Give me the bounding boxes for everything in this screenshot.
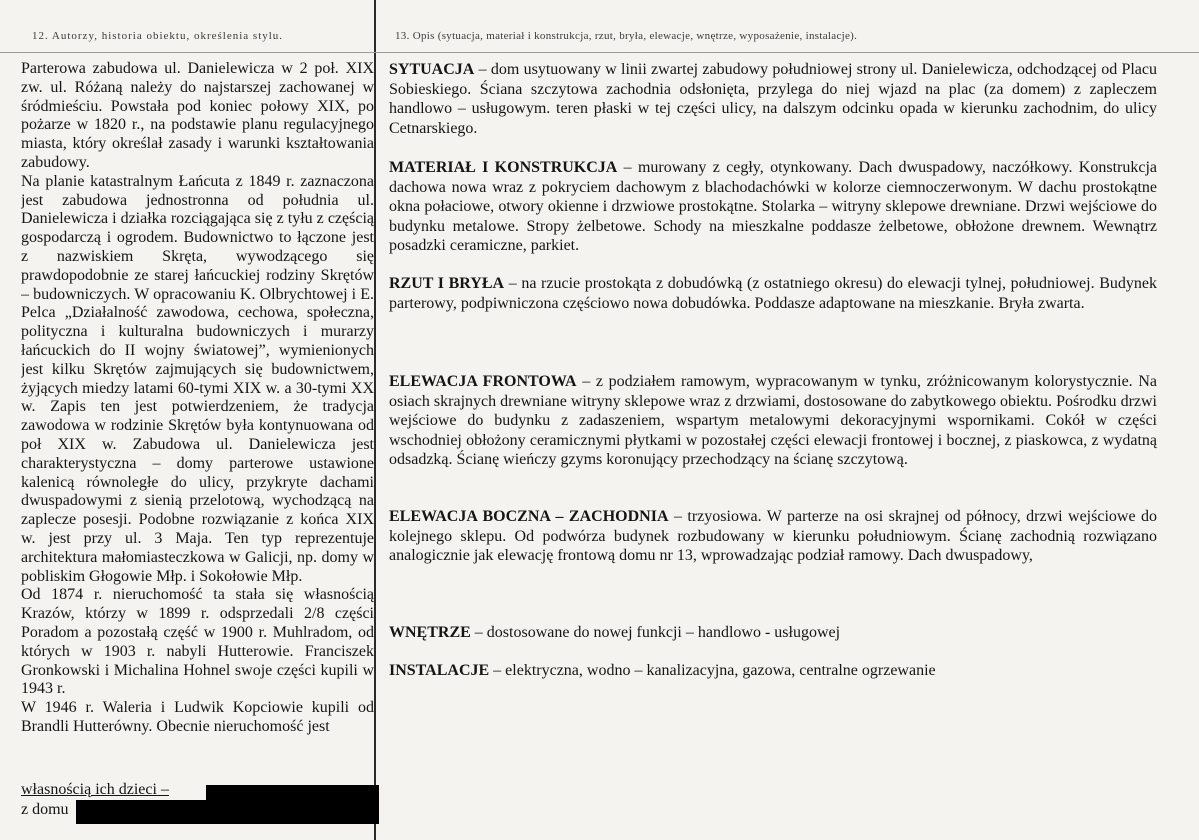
section-heading: RZUT I BRYŁA — [389, 275, 505, 292]
section-text: – murowany z cegły, otynkowany. Dach dwuspadowy, naczółkowy. Konstrukcja dachowa nowa wraz z pokryciem dachowym z blachodachówki w kolorze ciemnoczerwonym. W dachu prostokątne okna połaciowe, otwory okienne i drzwiowe prostokątne. Stolarka – witryny sklepowe drewniane. Drzwi wejściowe do budynku metalowe. Stropy żelbetowe. Schody na mieszkalne poddasze żelbetowe, obłożone drewnem. Wewnątrz posadzki ceramiczne, parkiet. — [389, 159, 1157, 254]
section-elewacja-frontowa — [389, 372, 1157, 470]
section-text: – elektryczna, wodno – kanalizacyjna, gazowa, centralne ogrzewanie — [489, 662, 936, 679]
section-rzut — [389, 274, 1157, 313]
section-heading: ELEWACJA FRONTOWA — [389, 373, 577, 390]
redaction-bar — [76, 800, 379, 824]
section-heading: SYTUACJA — [389, 61, 475, 78]
ownership-tail-line — [21, 781, 169, 799]
ownership-tail-line-2 — [21, 801, 69, 819]
ownership-tail-text-2: z domu — [21, 801, 69, 818]
section-material — [389, 158, 1157, 256]
left-column-header: 12. Autorzy, historia obiektu, określenia stylu. — [32, 30, 284, 42]
section-wnetrze — [389, 623, 1157, 643]
section-text: – dom usytuowany w linii zwartej zabudowy południowej strony ul. Danielewicza, odchodzącej od Placu Sobieskiego. Ściana szczytowa zachodnia odsłonięta, przylega do niej wjazd na plac (za domem) z zapleczem handlowo – usługowym. teren płaski w tej części ulicy, na dalszym odcinku opada w kierunku zachodnim, do ulicy Cetnarskiego. — [389, 61, 1157, 137]
history-paragraph: Na planie katastralnym Łańcuta z 1849 r. zaznaczona jest zabudowa jednostronna od południa ul. Danielewicza i działka rozciągająca się z tyłu z częścią gospodarczą i ogrodem. Budownictwo to łączone jest z nazwiskiem Skręta, wywodzącego się prawdopodobnie ze starej łańcuckiej rodziny Skrętów – budowniczych. W opracowaniu K. Olbrychtowej i E. Pelca „Działalność zawodowa, cechowa, społeczna, polityczna i kulturalna budowniczych i murarzy łańcuckich do II wojny światowej”, wymienionych jest kilku Skrętów zajmujących się budownictwem, żyjących miedzy latami 60-tymi XIX w. a 30-tymi XX w. Zapis ten jest potwierdzeniem, że tradycja zawodowa w rodzinie Skrętów była kontynuowana od poł XIX w. Zabudowa ul. Danielewicza jest charakterystyczna – domy parterowe ustawione kalenicą równoległe do ulicy, przykryte dachami dwuspadowymi z sienią przelotową, wychodzącą na zaplecze posesji. Podobne rozwiązanie z końca XIX w. jest przy ul. 3 Maja. Ten typ reprezentuje architektura małomiasteczkowa w Galicji, np. domy w pobliskim Głogowie Młp. i Sokołowie Młp. — [21, 172, 374, 585]
header-rule — [0, 52, 1199, 53]
history-paragraph: Parterowa zabudowa ul. Danielewicza w 2 poł. XIX zw. ul. Różaną należy do najstarszej zachowanej w śródmieściu. Powstała pod koniec połowy XIX, po pożarze w 1820 r., na podstawie planu regulacyjnego miasta, który określał zasady i warunki kształtowania zabudowy. — [21, 60, 374, 171]
ownership-tail-text: własnością ich dzieci – — [21, 781, 169, 798]
section-text: – z podziałem ramowym, wypracowanym w tynku, zróżnicowanym kolorystycznie. Na osiach skrajnych drewniane witryny sklepowe wraz z drzwiami, dostosowane do zabytkowego obiektu. Pośrodku drzwi wejściowe do budynku z zadaszeniem, wspartym metalowymi dekoracyjnymi wspornikami. Cokół w części wschodniej obłożony ceramicznymi płytkami w pozostałej części elewacji frontowej i bocznej, z piaskowca, z wydatną odsadzką. Ścianę wieńczy gzyms koronujący przechodzący na ścianę szczytową. — [389, 373, 1157, 468]
history-paragraph: Od 1874 r. nieruchomość ta stała się własnością Krazów, którzy w 1899 r. odsprzedali 2/8 części Poradom a pozostałą część w 1900 r. Muhlradom, od których w 1903 r. nabyli Hutterowie. Franciszek Gronkowski i Michalina Hohnel swoje części kupili w 1943 r. — [21, 586, 374, 698]
section-heading: INSTALACJE — [389, 662, 490, 679]
section-text: – na rzucie prostokąta z dobudówką (z ostatniego okresu) do elewacji tylnej, południowej. Budynek parterowy, podpiwniczona częściowo nowa dobudówka. Poddasze adaptowane na mieszkanie. Bryła zwarta. — [389, 275, 1157, 312]
section-heading: ELEWACJA BOCZNA – ZACHODNIA — [389, 508, 669, 525]
right-column-header: 13. Opis (sytuacja, materiał i konstrukcja, rzut, bryła, elewacje, wnętrze, wyposażenie, instalacje). — [395, 30, 858, 42]
section-instalacje — [389, 661, 1157, 681]
history-column — [21, 60, 374, 840]
history-paragraph: W 1946 r. Waleria i Ludwik Kopciowie kupili od Brandli Hutterówny. Obecnie nieruchomość jest — [21, 699, 374, 735]
section-text: – trzyosiowa. W parterze na osi skrajnej od północy, drzwi wejściowe do kolejnego sklepu. Od podwórza budynek rozbudowany w kierunku południowym. Ścianę zachodnią rozwiązano analogicznie jak elewację frontową domu nr 13, wprowadzając podział ramowy. Dach dwuspadowy, — [389, 508, 1158, 564]
section-text: – dostosowane do nowej funkcji – handlowo - usługowej — [470, 624, 841, 641]
section-heading: MATERIAŁ I KONSTRUKCJA — [389, 159, 618, 176]
section-heading: WNĘTRZE — [389, 624, 471, 641]
column-divider — [374, 0, 376, 840]
section-sytuacja — [389, 60, 1157, 138]
section-elewacja-boczna — [389, 507, 1157, 566]
